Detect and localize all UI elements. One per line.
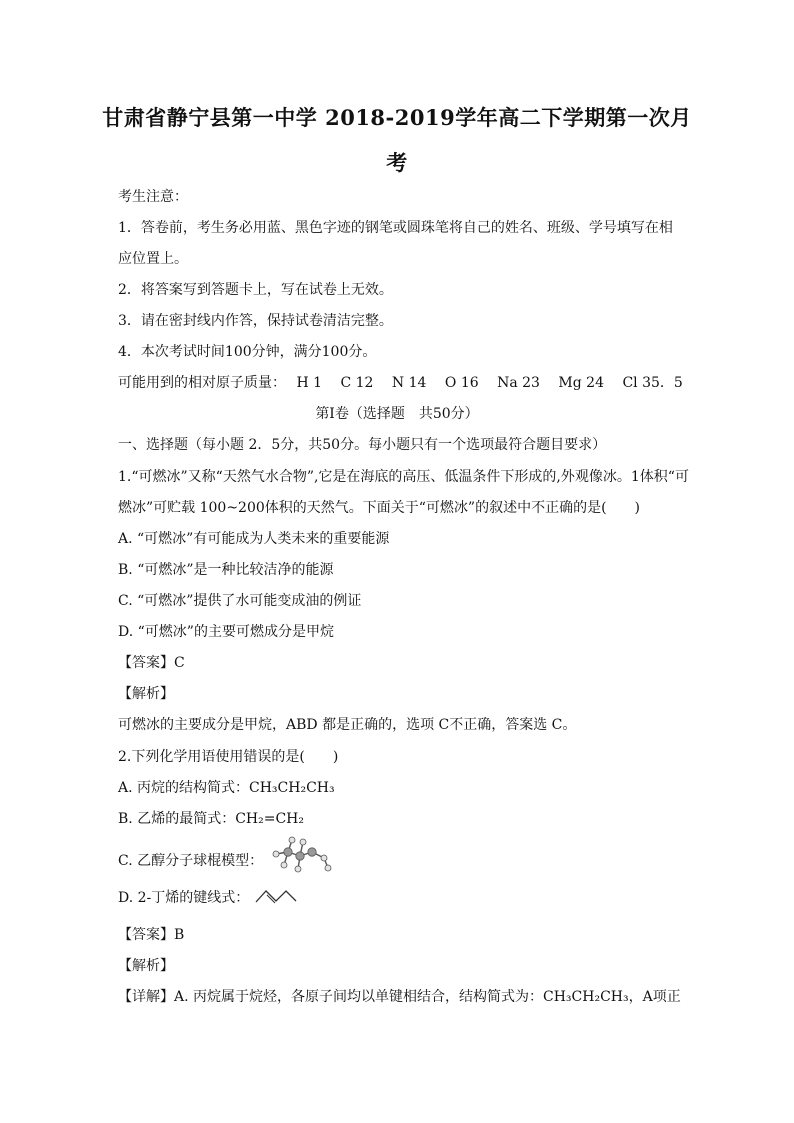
q2-option-d-row bbox=[118, 889, 688, 907]
exam-title-line1: 甘肃省静宁县第一中学 2018-2019学年高二下学期第一次月 bbox=[102, 105, 692, 130]
q2-detail: 【详解】A. 丙烷属于烷烃，各原子间均以单键相结合，结构简式为：CH₃CH₂CH₃，A项正 bbox=[118, 989, 681, 1005]
q1-analysis-label: 【解析】 bbox=[118, 686, 174, 702]
q2-option-c-row bbox=[118, 846, 688, 876]
atomic-mass-na: Na 23 bbox=[497, 375, 540, 391]
q1-answer: 【答案】C bbox=[118, 655, 185, 671]
q2-analysis-label: 【解析】 bbox=[118, 958, 174, 974]
q1-option-b: B. “可燃冰”是一种比较洁净的能源 bbox=[118, 562, 334, 578]
q1-analysis: 可燃冰的主要成分是甲烷，ABD 都是正确的，选项 C不正确，答案选 C。 bbox=[118, 717, 577, 733]
q1-option-c: C. “可燃冰”提供了水可能变成油的例证 bbox=[118, 593, 362, 609]
ethanol-ball-stick-model-icon bbox=[268, 832, 332, 876]
notice-heading: 考生注意： bbox=[118, 189, 188, 205]
butene-skeletal-formula-icon bbox=[254, 886, 298, 906]
q1-option-d: D. “可燃冰”的主要可燃成分是甲烷 bbox=[118, 624, 334, 640]
section-title: 第Ⅰ卷（选择题 共50分） bbox=[315, 406, 479, 422]
atomic-mass-c: C 12 bbox=[340, 375, 374, 391]
q2-option-c: C. 乙醇分子球棍模型： bbox=[118, 853, 264, 869]
notice-1-cont: 应位置上。 bbox=[118, 251, 188, 267]
exam-title-line2: 考 bbox=[386, 150, 408, 175]
notice-1: 1．答卷前，考生务必用蓝、黑色字迹的钢笔或圆珠笔将自己的姓名、班级、学号填写在相 bbox=[118, 220, 673, 236]
atomic-mass-n: N 14 bbox=[391, 375, 427, 391]
q2-option-b: B. 乙烯的最简式：CH₂=CH₂ bbox=[118, 811, 304, 827]
atomic-mass-h: H 1 bbox=[296, 375, 323, 391]
notice-4: 4．本次考试时间100分钟，满分100分。 bbox=[118, 344, 377, 360]
part-heading: 一、选择题（每小题 2．5分，共50分。每小题只有一个选项最符合题目要求） bbox=[118, 437, 607, 453]
atomic-mass-cl: Cl 35．5 bbox=[622, 375, 683, 391]
q1-stem-line2: 燃冰”可贮载 100~200体积的天然气。下面关于“可燃冰”的叙述中不正确的是( ) bbox=[118, 500, 641, 516]
notice-3: 3．请在密封线内作答，保持试卷清洁完整。 bbox=[118, 313, 393, 329]
q1-option-a: A. “可燃冰”有可能成为人类未来的重要能源 bbox=[118, 531, 390, 547]
atomic-mass-line bbox=[118, 374, 688, 392]
notice-2: 2．将答案写到答题卡上，写在试卷上无效。 bbox=[118, 282, 393, 298]
atomic-mass-label: 可能用到的相对原子质量： bbox=[118, 375, 286, 391]
q2-option-d: D. 2-丁烯的键线式： bbox=[118, 890, 250, 906]
q2-stem: 2.下列化学用语使用错误的是( ) bbox=[118, 749, 339, 765]
q2-answer: 【答案】B bbox=[118, 927, 185, 943]
q1-stem-line1: 1.“可燃冰”又称“天然气水合物”,它是在海底的高压、低温条件下形成的,外观像冰。1体积“可 bbox=[118, 469, 689, 485]
atomic-mass-mg: Mg 24 bbox=[558, 375, 604, 391]
atomic-mass-o: O 16 bbox=[444, 375, 479, 391]
q2-option-a: A. 丙烷的结构简式：CH₃CH₂CH₃ bbox=[118, 780, 335, 796]
